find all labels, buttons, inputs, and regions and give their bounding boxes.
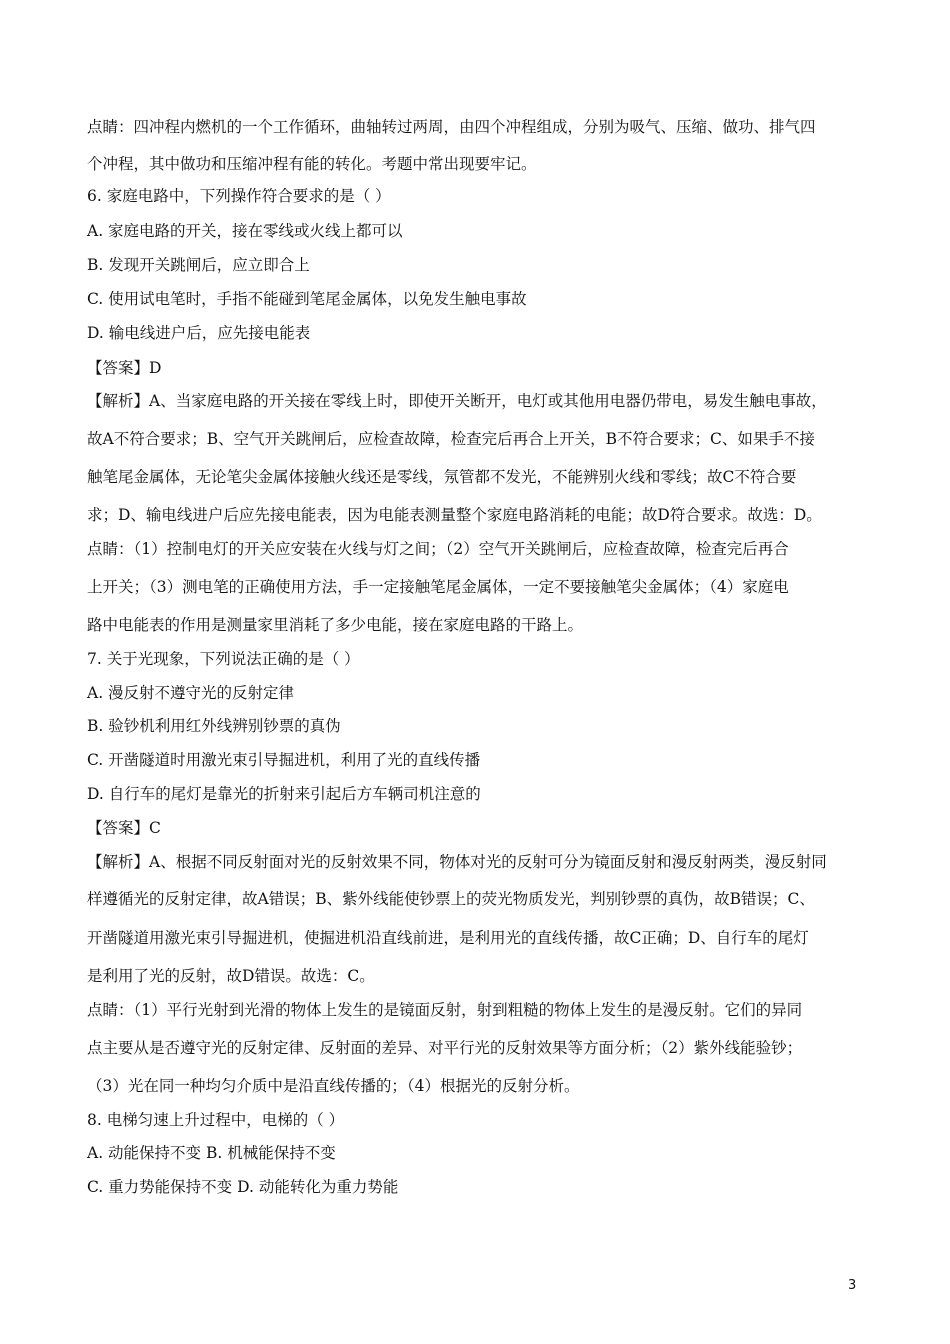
text-line: 故A不符合要求；B、空气开关跳闸后，应检查故障，检查完后再合上开关，B不符合要求；C、如果手不接 <box>87 430 815 448</box>
question-7-analysis: 【解析】A、根据不同反射面对光的反射效果不同，物体对光的反射可分为镜面反射和漫反射两类，漫反射同 <box>87 853 827 871</box>
question-7-option-c: C. 开凿隧道时用激光束引导掘进机，利用了光的直线传播 <box>87 751 481 769</box>
question-8-options-ab: A. 动能保持不变 B. 机械能保持不变 <box>87 1144 336 1162</box>
question-6-answer: 【答案】D <box>87 359 162 377</box>
text-line: （3）光在同一种均匀介质中是沿直线传播的；（4）根据光的反射分析。 <box>87 1077 580 1095</box>
question-6-option-b: B. 发现开关跳闸后，应立即合上 <box>87 256 310 274</box>
text-line: 个冲程，其中做功和压缩冲程有能的转化。考题中常出现要牢记。 <box>87 155 537 173</box>
question-7-option-d: D. 自行车的尾灯是靠光的折射来引起后方车辆司机注意的 <box>87 785 481 803</box>
question-6-option-d: D. 输电线进户后，应先接电能表 <box>87 324 311 342</box>
page-number: 3 <box>848 1278 857 1293</box>
text-line: 求；D、输电线进户后应先接电能表，因为电能表测量整个家庭电路消耗的电能；故D符合要求。故选：D。 <box>87 506 822 524</box>
text-line: 点主要从是否遵守光的反射定律、反射面的差异、对平行光的反射效果等方面分析；（2）紫外线能验钞； <box>87 1039 803 1057</box>
question-6-comment: 点睛：（1）控制电灯的开关应安装在火线与灯之间；（2）空气开关跳闸后，应检查故障，检查完后再合 <box>87 540 789 558</box>
question-6-stem: 6. 家庭电路中，下列操作符合要求的是（ ） <box>87 187 391 205</box>
question-7-option-b: B. 验钞机利用红外线辨别钞票的真伪 <box>87 717 341 735</box>
question-6-option-c: C. 使用试电笔时，手指不能碰到笔尾金属体，以免发生触电事故 <box>87 290 527 308</box>
text-line: 是利用了光的反射，故D错误。故选：C。 <box>87 967 375 985</box>
question-8-stem: 8. 电梯匀速上升过程中，电梯的（ ） <box>87 1111 345 1129</box>
text-line: 触笔尾金属体，无论笔尖金属体接触火线还是零线，氖管都不发光，不能辨别火线和零线；故C不符合要 <box>87 468 797 486</box>
question-7-answer: 【答案】C <box>87 819 161 837</box>
question-6-analysis: 【解析】A、当家庭电路的开关接在零线上时，即使开关断开，电灯或其他用电器仍带电，易发生触电事故， <box>87 392 827 410</box>
question-7-comment: 点睛：（1）平行光射到光滑的物体上发生的是镜面反射，射到粗糙的物体上发生的是漫反射。它们的异同 <box>87 1001 803 1019</box>
question-7-stem: 7. 关于光现象，下列说法正确的是（ ） <box>87 650 360 668</box>
text-line: 样遵循光的反射定律，故A错误；B、紫外线能使钞票上的荧光物质发光，判别钞票的真伪，故B错误；C、 <box>87 890 815 908</box>
text-line: 点睛：四冲程内燃机的一个工作循环，曲轴转过两周，由四个冲程组成，分别为吸气、压缩、做功、排气四 <box>87 118 816 136</box>
text-line: 路中电能表的作用是测量家里消耗了多少电能，接在家庭电路的干路上。 <box>87 616 584 634</box>
question-6-option-a: A. 家庭电路的开关，接在零线或火线上都可以 <box>87 222 403 240</box>
question-8-options-cd: C. 重力势能保持不变 D. 动能转化为重力势能 <box>87 1178 399 1196</box>
text-line: 开凿隧道用激光束引导掘进机，使掘进机沿直线前进，是利用光的直线传播，故C正确；D、自行车的尾灯 <box>87 929 809 947</box>
question-7-option-a: A. 漫反射不遵守光的反射定律 <box>87 684 295 702</box>
text-line: 上开关；（3）测电笔的正确使用方法，手一定接触笔尾金属体，一定不要接触笔尖金属体；（4）家庭电 <box>87 578 789 596</box>
